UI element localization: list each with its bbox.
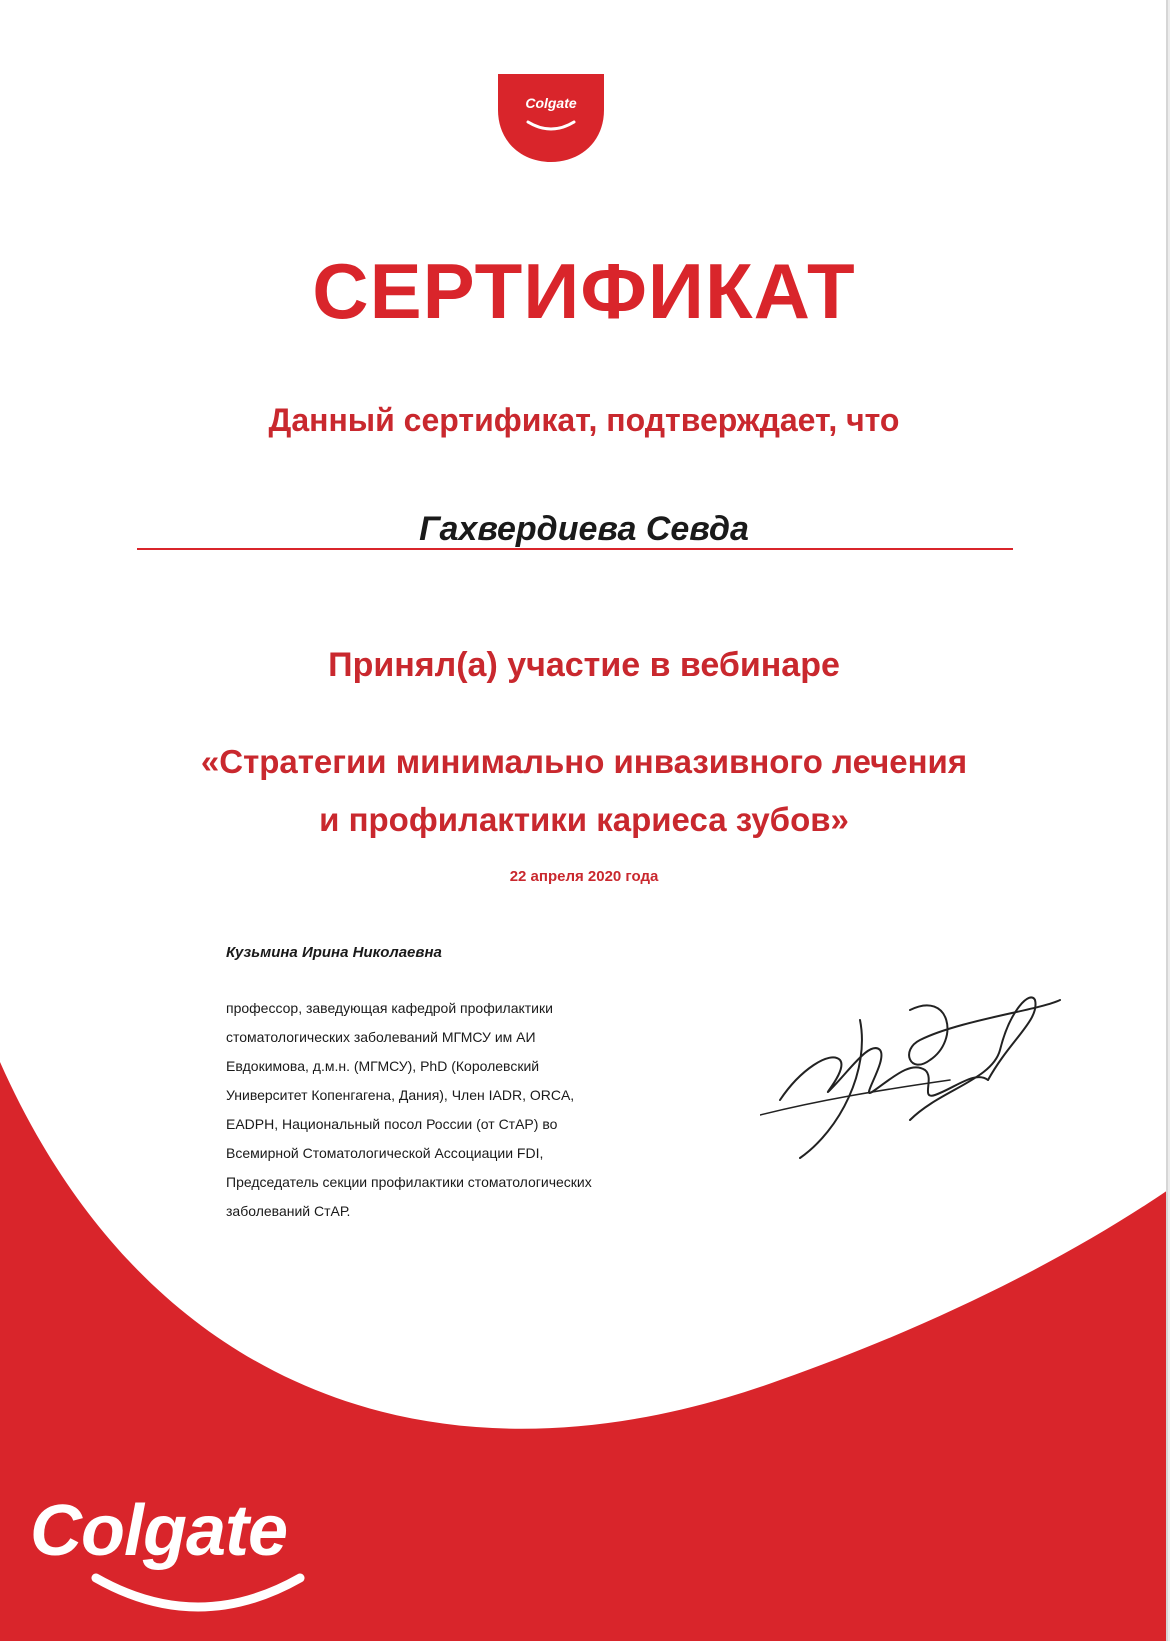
signer-description-line: профессор, заведующая кафедрой профилактики bbox=[226, 1000, 553, 1016]
page-edge bbox=[1166, 0, 1168, 1641]
colgate-bottom-logo bbox=[30, 1490, 350, 1630]
top-logo-text: Colgate bbox=[525, 95, 577, 111]
signer-description-line: Председатель секции профилактики стоматологических bbox=[226, 1174, 592, 1190]
handwritten-signature bbox=[760, 980, 1080, 1180]
signer-description-line: Евдокимова, д.м.н. (МГМСУ), PhD (Королевский bbox=[226, 1058, 540, 1074]
signer-description-line: заболеваний СтАР. bbox=[226, 1203, 351, 1219]
signer-description-line: Университет Копенгагена, Дания), Член IADR, ORCA, bbox=[226, 1087, 575, 1103]
colgate-top-logo bbox=[492, 70, 610, 166]
signer-description-line: Всемирной Стоматологической Ассоциации FDI, bbox=[226, 1145, 544, 1161]
participation-text: Принял(а) участие в вебинаре bbox=[328, 646, 840, 684]
webinar-title-line-2: и профилактики кариеса зубов» bbox=[319, 801, 849, 838]
signer-description-line: EADPH, Национальный посол России (от СтАР) во bbox=[226, 1116, 558, 1132]
certificate-subtitle: Данный сертификат, подтверждает, что bbox=[268, 402, 900, 438]
colgate-badge-icon bbox=[492, 70, 610, 166]
signer-name: Кузьмина Ирина Николаевна bbox=[226, 944, 442, 961]
signer-description-line: стоматологических заболеваний МГМСУ им АИ bbox=[226, 1029, 536, 1045]
signer-description bbox=[226, 994, 766, 1226]
webinar-title-line-1: «Стратегии минимально инвазивного лечения bbox=[200, 743, 968, 780]
webinar-date: 22 апреля 2020 года bbox=[509, 868, 659, 885]
colgate-smile-icon bbox=[88, 1572, 308, 1622]
recipient-name: Гахвердиева Севда bbox=[419, 510, 749, 548]
bottom-logo-text: Colgate bbox=[30, 1491, 288, 1571]
webinar-title bbox=[0, 733, 1168, 849]
name-underline bbox=[137, 548, 1013, 550]
certificate-title: СЕРТИФИКАТ bbox=[312, 247, 856, 335]
